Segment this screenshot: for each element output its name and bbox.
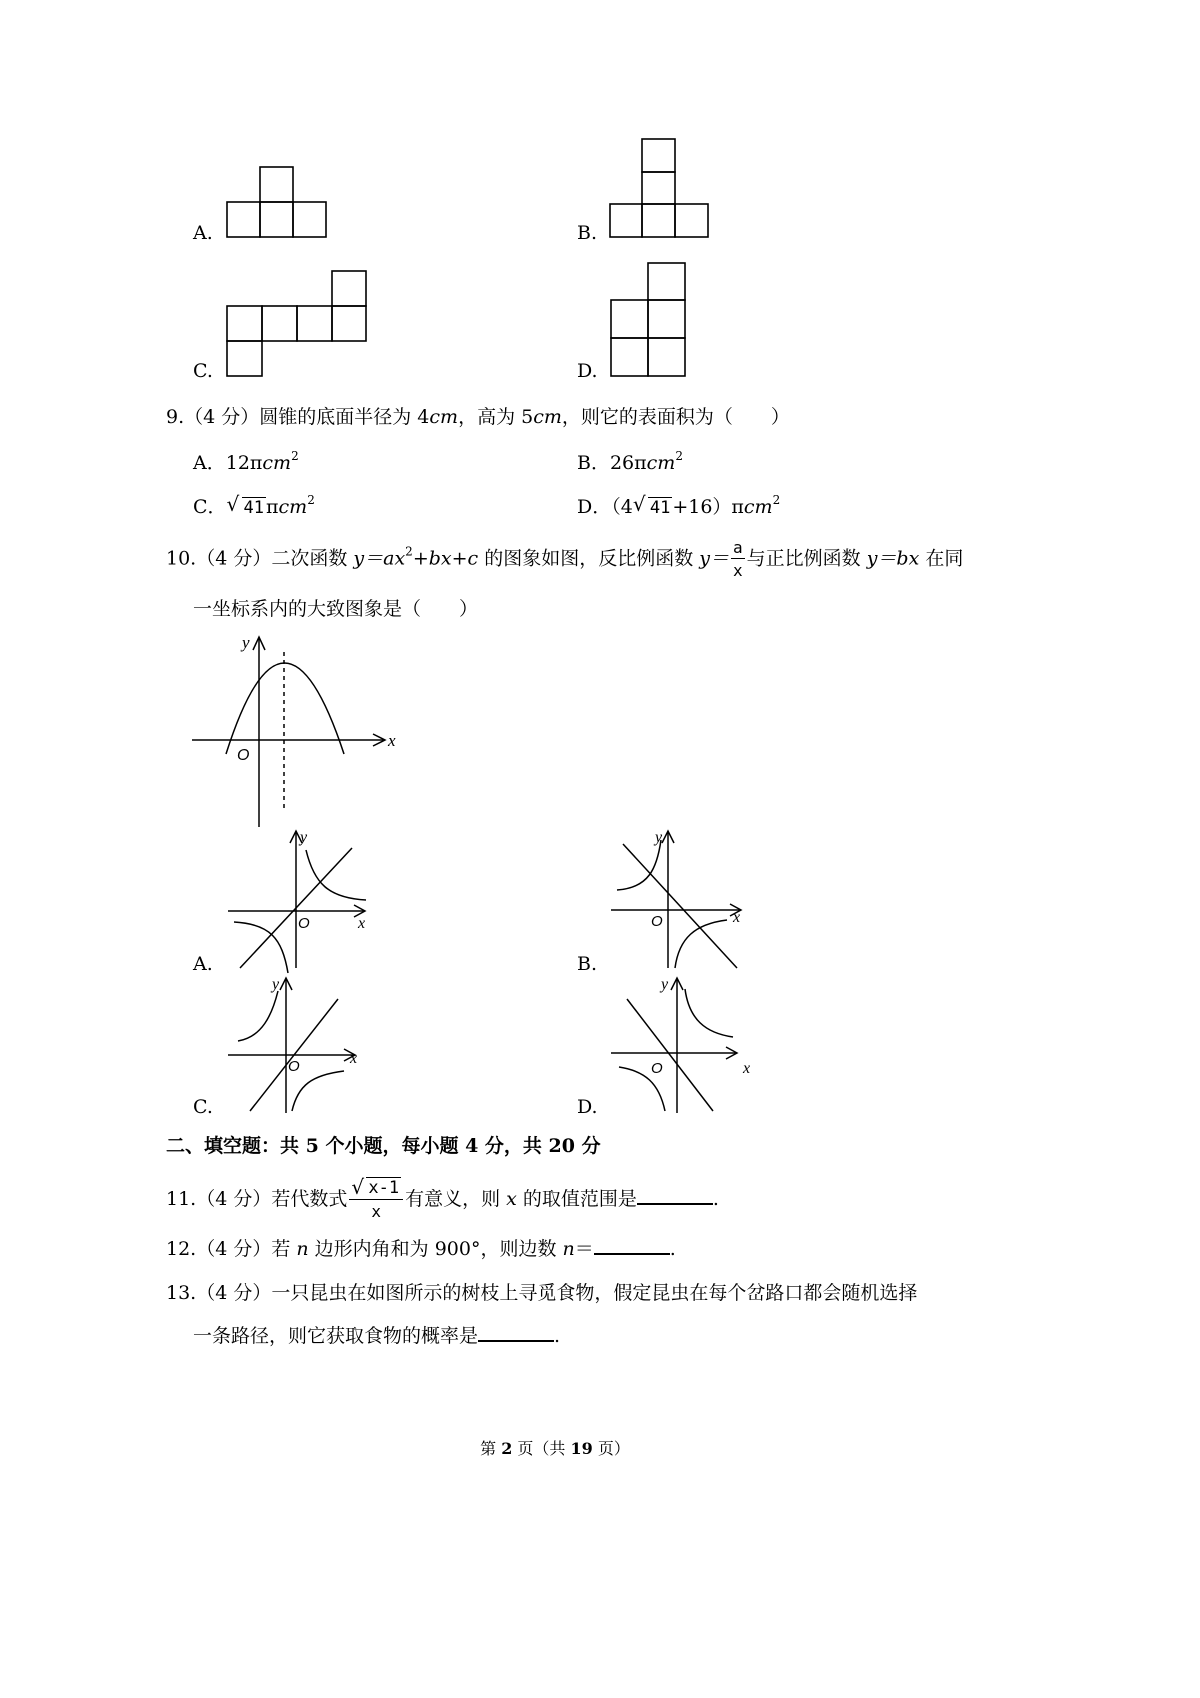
q9-option-b-unit: cm bbox=[646, 452, 676, 474]
q9-option-d-sqrt bbox=[633, 494, 672, 521]
q9-option-c-label: C． bbox=[193, 496, 227, 518]
q10-stem-line2: 一坐标系内的大致图象是（ ） bbox=[193, 598, 479, 620]
q10-option-b-label: B. bbox=[577, 953, 598, 975]
footer-total-pages: 19 bbox=[570, 1439, 593, 1458]
q9-option-d-label: D．（4 bbox=[577, 496, 633, 518]
q8-net-a-figure bbox=[226, 166, 328, 238]
q10-inverse-y: y＝ bbox=[699, 547, 729, 570]
q10-option-c-label: C. bbox=[193, 1096, 213, 1118]
q9-option-d bbox=[577, 494, 780, 521]
q10-quadratic-exp: 2 bbox=[405, 544, 413, 559]
q10-option-a-label: A. bbox=[193, 953, 213, 975]
q11-stem-mid: 有意义，则 bbox=[405, 1188, 507, 1210]
q11-sqrt bbox=[351, 1180, 401, 1197]
q9-stem-start: 9.（4 分）圆锥的底面半径为 4 bbox=[166, 406, 430, 428]
q8-option-b-label: B. bbox=[577, 222, 598, 244]
footer-mid: 页（共 bbox=[512, 1439, 571, 1458]
q8-net-d-figure bbox=[610, 262, 688, 378]
q13-answer-blank[interactable] bbox=[478, 1322, 554, 1342]
q9-option-b-label: B． bbox=[577, 452, 610, 474]
q12-stem-end: . bbox=[669, 1238, 676, 1260]
q9-option-c-unit: cm bbox=[278, 496, 308, 518]
q8-option-c-label: C. bbox=[193, 360, 213, 382]
q9-stem-mid: ，高为 5 bbox=[458, 406, 534, 428]
q9-stem-end: ，则它的表面积为（ ） bbox=[561, 406, 790, 428]
q13-stem-line1: 13.（4 分）一只昆虫在如图所示的树枝上寻觅食物，假定昆虫在每个岔路口都会随机选择 bbox=[166, 1282, 918, 1304]
footer-page-number: 2 bbox=[501, 1439, 513, 1458]
q9-option-c-exp: 2 bbox=[307, 493, 315, 507]
q11-stem-mid2: 的取值范围是 bbox=[516, 1188, 637, 1210]
q10-parabola-x-label: x bbox=[388, 731, 396, 750]
q11-stem-end: . bbox=[712, 1188, 719, 1210]
q10-graph-b-x-label: x bbox=[733, 909, 741, 926]
q10-parabola-y-label: y bbox=[242, 633, 250, 652]
footer-pre: 第 bbox=[480, 1439, 502, 1458]
q9-option-c-pi: π bbox=[266, 496, 279, 518]
q8-option-a-label: A. bbox=[193, 222, 213, 244]
q10-graph-b-origin: O bbox=[651, 913, 663, 930]
q10-graph-b-figure bbox=[609, 828, 759, 973]
q9-option-a-unit: cm bbox=[262, 452, 292, 474]
q9-stem bbox=[166, 404, 790, 430]
q11-variable: x bbox=[506, 1188, 517, 1210]
footer-post: 页） bbox=[592, 1439, 630, 1458]
q9-unit-cm-2: cm bbox=[533, 406, 562, 428]
q8-net-c-figure bbox=[226, 270, 368, 378]
q12-stem-mid: 边形内角和为 900°，则边数 bbox=[308, 1238, 563, 1260]
q8-net-b-figure bbox=[609, 138, 711, 238]
q10-graph-d-figure bbox=[609, 975, 759, 1115]
q10-graph-c-origin: O bbox=[288, 1058, 300, 1075]
q11-fraction bbox=[349, 1180, 403, 1220]
q12-equals: ＝ bbox=[574, 1238, 594, 1260]
q11-fraction-denominator: x bbox=[371, 1202, 382, 1221]
q9-option-a-exp: 2 bbox=[291, 449, 299, 463]
q9-option-b bbox=[577, 450, 683, 476]
q10-graph-b-y-label: y bbox=[655, 829, 663, 846]
q9-option-d-unit: cm bbox=[743, 496, 773, 518]
q10-graph-d-x-label: x bbox=[743, 1060, 751, 1077]
q10-stem-mid: 的图象如图，反比例函数 bbox=[478, 547, 700, 570]
q10-graph-a-y-label: y bbox=[300, 829, 308, 846]
q9-option-a-value: 12π bbox=[225, 452, 263, 474]
q12-stem bbox=[166, 1235, 676, 1262]
q10-graph-a-origin: O bbox=[298, 915, 310, 932]
q9-option-c-radicand: 41 bbox=[243, 498, 265, 518]
q10-option-d-label: D. bbox=[577, 1096, 598, 1118]
section-2-heading: 二、填空题：共 5 个小题，每小题 4 分，共 20 分 bbox=[166, 1135, 601, 1157]
q11-stem-start: 11.（4 分）若代数式 bbox=[166, 1188, 348, 1210]
q10-stem-line1 bbox=[166, 540, 963, 579]
q9-option-a bbox=[193, 450, 299, 476]
q9-option-c-sqrt bbox=[227, 494, 266, 521]
q9-unit-cm-1: cm bbox=[429, 406, 459, 428]
q12-variable: n bbox=[296, 1238, 309, 1260]
q10-stem-start: 10.（4 分）二次函数 bbox=[166, 547, 354, 570]
q10-quadratic: y＝ax bbox=[353, 547, 406, 570]
q10-graph-a-figure bbox=[226, 828, 376, 973]
q10-quadratic-rest: +bx+c bbox=[412, 547, 479, 570]
q10-fraction-numerator: a bbox=[733, 538, 743, 557]
q9-option-d-radicand: 41 bbox=[649, 498, 671, 518]
q9-option-d-exp: 2 bbox=[772, 493, 781, 507]
q10-parabola-figure bbox=[190, 632, 410, 827]
q11-radicand: x-1 bbox=[368, 1178, 400, 1198]
q10-graph-d-origin: O bbox=[651, 1060, 663, 1077]
q12-answer-blank[interactable] bbox=[594, 1235, 670, 1255]
q10-parabola-origin: O bbox=[237, 747, 250, 764]
q13-stem-line2-text: 一条路径，则它获取食物的概率是 bbox=[193, 1325, 479, 1347]
q10-fraction-denominator: x bbox=[733, 561, 743, 580]
q13-stem-end: . bbox=[554, 1325, 561, 1347]
q9-option-c bbox=[193, 494, 315, 521]
q12-stem-start: 12.（4 分）若 bbox=[166, 1238, 297, 1260]
q11-stem bbox=[166, 1180, 719, 1220]
q10-graph-a-x-label: x bbox=[358, 915, 366, 932]
q9-option-b-exp: 2 bbox=[675, 449, 683, 463]
q10-graph-d-y-label: y bbox=[661, 976, 669, 993]
q10-linear: y＝bx bbox=[866, 547, 920, 570]
q9-option-b-value: 26π bbox=[609, 452, 647, 474]
q9-option-a-label: A． bbox=[193, 452, 226, 474]
q12-variable-2: n bbox=[562, 1238, 575, 1260]
q10-graph-c-x-label: x bbox=[350, 1050, 358, 1067]
q10-stem-end: 在同 bbox=[919, 547, 964, 570]
q10-stem-mid2: 与正比例函数 bbox=[746, 547, 867, 570]
q11-fraction-numerator bbox=[349, 1180, 403, 1200]
q11-answer-blank[interactable] bbox=[637, 1185, 713, 1205]
q9-option-d-rest: +16）π bbox=[672, 496, 744, 518]
q10-graph-c-y-label: y bbox=[272, 976, 280, 993]
q13-stem-line2 bbox=[193, 1322, 560, 1349]
page-footer bbox=[0, 1436, 1110, 1459]
q10-inverse-fraction bbox=[731, 540, 745, 579]
q10-graph-c-figure bbox=[226, 975, 371, 1115]
q8-option-d-label: D. bbox=[577, 360, 598, 382]
